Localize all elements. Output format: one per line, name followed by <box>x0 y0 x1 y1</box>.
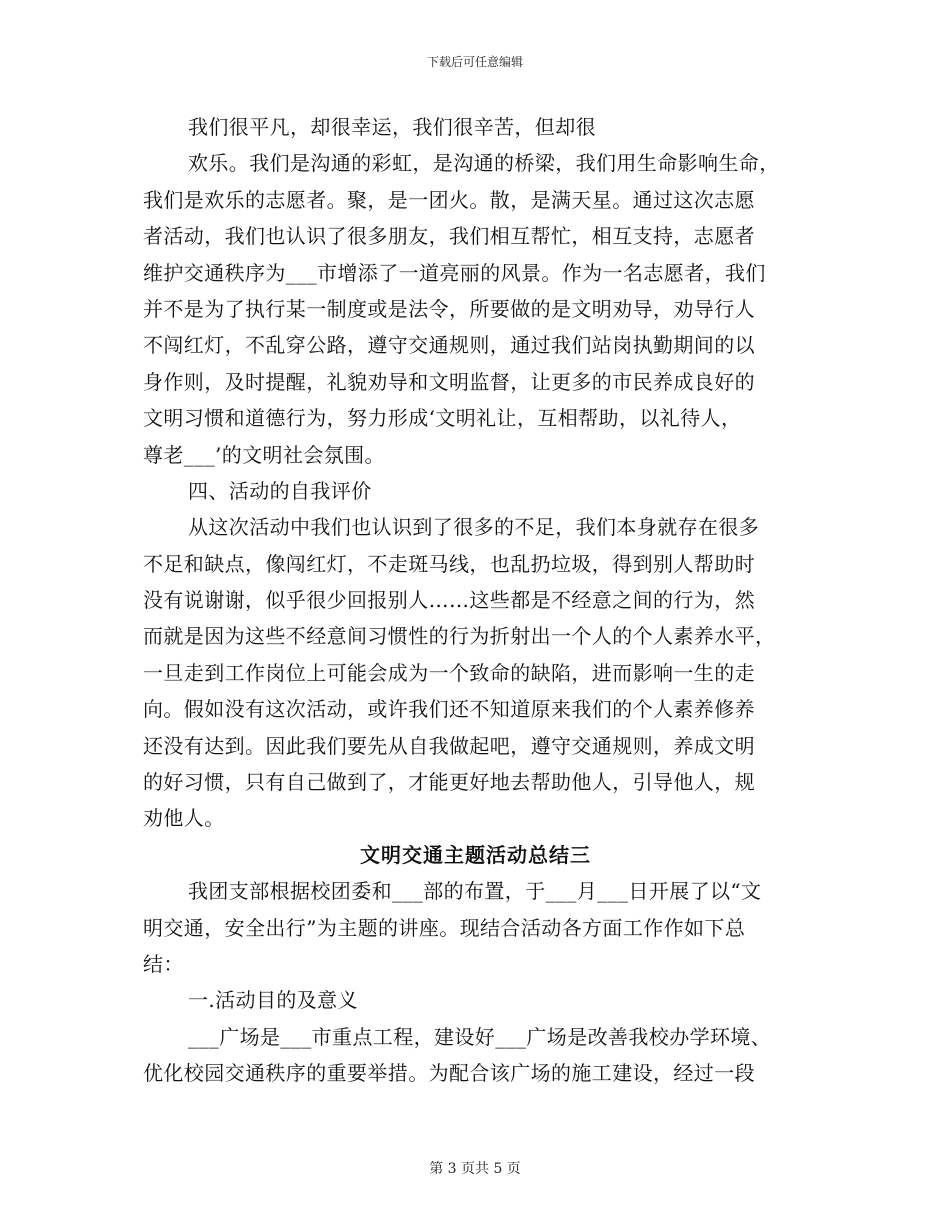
paragraph-line: 并不是为了执行某一制度或是法令，所要做的是文明劝导，劝导行人 <box>143 296 755 321</box>
paragraph-line: 不闯红灯，不乱穿公路，遵守交通规则，通过我们站岗执勤期间的以 <box>143 333 755 358</box>
page-header: 下载后可任意编辑 <box>426 55 523 69</box>
paragraph-line: 明交通，安全出行”为主题的讲座。现结合活动各方面工作作如下总 <box>143 915 746 940</box>
paragraph-line: 优化校园交通秩序的重要举措。为配合该广场的施工建设，经过一段 <box>143 1061 755 1086</box>
paragraph-line: 还没有达到。因此我们要先从自我做起吧，遵守交通规则，养成文明 <box>143 733 755 758</box>
paragraph-line: 我团支部根据校团委和___部的布置，于___月___日开展了以“文 <box>188 879 762 904</box>
section-heading: 四、活动的自我评价 <box>188 478 372 503</box>
section-title: 文明交通主题活动总结三 <box>360 842 591 867</box>
paragraph-line: 我们是欢乐的志愿者。聚，是一团火。散，是满天星。通过这次志愿 <box>143 187 755 212</box>
paragraph-line: 者活动，我们也认识了很多朋友，我们相互帮忙，相互支持，志愿者 <box>143 224 755 249</box>
paragraph-line: 的好习惯，只有自己做到了，才能更好地去帮助他人，引导他人，规 <box>143 770 755 795</box>
paragraph-line: 结： <box>143 951 184 976</box>
paragraph-line: 一旦走到工作岗位上可能会成为一个致命的缺陷，进而影响一生的走 <box>143 660 755 685</box>
paragraph-line: 从这次活动中我们也认识到了很多的不足，我们本身就存在很多 <box>188 515 760 540</box>
page-footer: 第 3 页共 5 页 <box>429 1161 521 1177</box>
paragraph-line: 向。假如没有这次活动，或许我们还不知道原来我们的个人素养修养 <box>143 697 755 722</box>
paragraph-line: 不足和缺点，像闯红灯，不走斑马线，也乱扔垃圾，得到别人帮助时 <box>143 551 755 576</box>
paragraph-line: 维护交通秩序为___市增添了一道亮丽的风景。作为一名志愿者，我们 <box>143 260 766 285</box>
paragraph-line: ___广场是___市重点工程，建设好___广场是改善我校办学环境、 <box>188 1024 772 1049</box>
paragraph-line: 尊老___’的文明社会氛围。 <box>143 442 385 467</box>
paragraph-line: 身作则，及时提醒，礼貌劝导和文明监督，让更多的市民养成良好的 <box>143 369 755 394</box>
paragraph-line: 文明习惯和道德行为，努力形成‘文明礼让，互相帮助，以礼待人， <box>143 406 742 431</box>
document-body <box>143 109 808 1092</box>
paragraph-line: 欢乐。我们是沟通的彩虹，是沟通的桥梁，我们用生命影响生命， <box>188 151 780 176</box>
paragraph-line: 而就是因为这些不经意间习惯性的行为折射出一个人的个人素养水平， <box>143 624 776 649</box>
paragraph-line: 没有说谢谢，似乎很少回报别人……这些都是不经意之间的行为，然 <box>143 588 755 613</box>
subsection-heading: 一.活动目的及意义 <box>188 988 358 1013</box>
paragraph-line: 劝他人。 <box>143 806 225 831</box>
paragraph-line: 我们很平凡，却很幸运，我们很辛苦，但却很 <box>188 115 596 139</box>
